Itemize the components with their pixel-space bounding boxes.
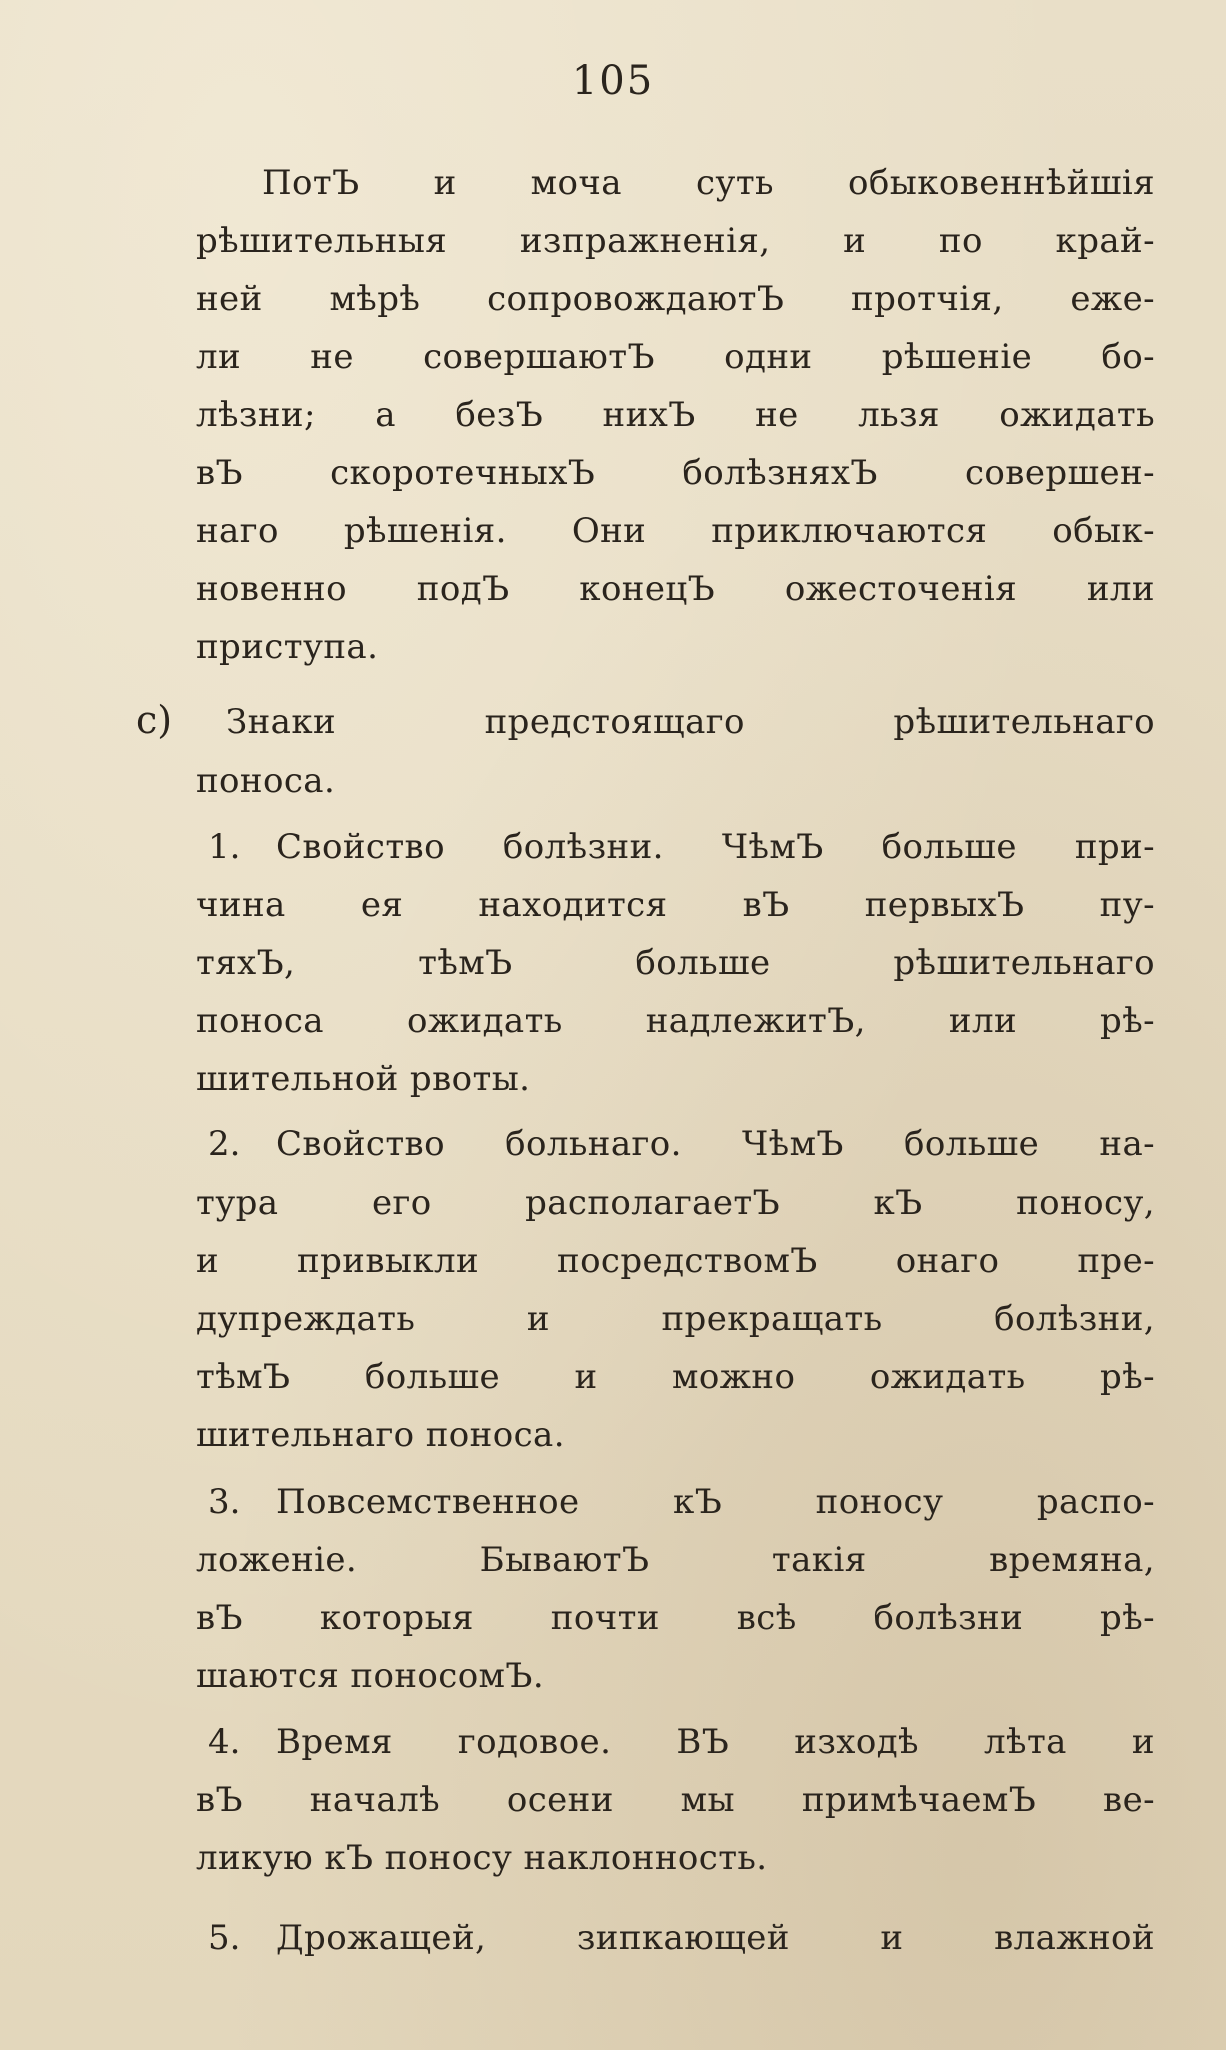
text-line: ли не совершаютЪ одни рѣшеніе бо-	[196, 337, 1155, 377]
text-line: поноса ожидать надлежитЪ, или рѣ-	[196, 1001, 1155, 1041]
text-line: приступа.	[196, 627, 379, 667]
item-number: 2.	[208, 1124, 241, 1164]
text-line: чина ея находится вЪ первыхЪ пу-	[196, 885, 1155, 925]
text-line: Повсемственное кЪ поносу распо-	[276, 1482, 1155, 1522]
text-line: Свойство больнаго. ЧѣмЪ больше на-	[276, 1124, 1155, 1164]
text-line: ликую кЪ поносу наклонность.	[196, 1838, 768, 1878]
text-line: тура его располагаетЪ кЪ поносу,	[196, 1183, 1155, 1223]
item-number: 4.	[208, 1722, 241, 1762]
section-marker: c)	[136, 698, 173, 742]
section-heading: поноса.	[196, 761, 336, 801]
text-line: шительнаго поноса.	[196, 1415, 565, 1455]
text-line: ложеніе. БываютЪ такія времяна,	[196, 1540, 1155, 1580]
section-heading: Знаки предстоящаго рѣшительнаго	[226, 702, 1155, 742]
text-line: Время годовое. ВЪ изходѣ лѣта и	[276, 1722, 1155, 1762]
text-line: Свойство болѣзни. ЧѣмЪ больше при-	[276, 827, 1155, 867]
text-line: Дрожащей, зипкающей и влажной	[276, 1918, 1155, 1958]
text-line: ней мѣрѣ сопровождаютЪ протчія, еже-	[196, 279, 1155, 319]
text-line: рѣшительныя изпражненія, и по край-	[196, 221, 1155, 261]
text-line: дупреждать и прекращать болѣзни,	[196, 1299, 1155, 1339]
text-line: ПотЪ и моча суть обыковеннѣйшія	[262, 163, 1155, 203]
page-number: 105	[571, 58, 655, 104]
text-line: шаются поносомЪ.	[196, 1656, 545, 1696]
text-line: вЪ началѣ осени мы примѣчаемЪ ве-	[196, 1780, 1155, 1820]
item-number: 5.	[208, 1918, 241, 1958]
text-line: вЪ скоротечныхЪ болѣзняхЪ совершен-	[196, 453, 1155, 493]
text-line: лѣзни; а безЪ нихЪ не льзя ожидать	[196, 395, 1155, 435]
text-line: шительной рвоты.	[196, 1059, 531, 1099]
text-line: наго рѣшенія. Они приключаются обык-	[196, 511, 1155, 551]
text-line: тѣмЪ больше и можно ожидать рѣ-	[196, 1357, 1155, 1397]
text-line: новенно подЪ конецЪ ожесточенія или	[196, 569, 1155, 609]
text-line: вЪ которыя почти всѣ болѣзни рѣ-	[196, 1598, 1155, 1638]
item-number: 1.	[208, 827, 241, 867]
text-line: тяхЪ, тѣмЪ больше рѣшительнаго	[196, 943, 1155, 983]
item-number: 3.	[208, 1482, 241, 1522]
text-line: и привыкли посредствомЪ онаго пре-	[196, 1241, 1155, 1281]
